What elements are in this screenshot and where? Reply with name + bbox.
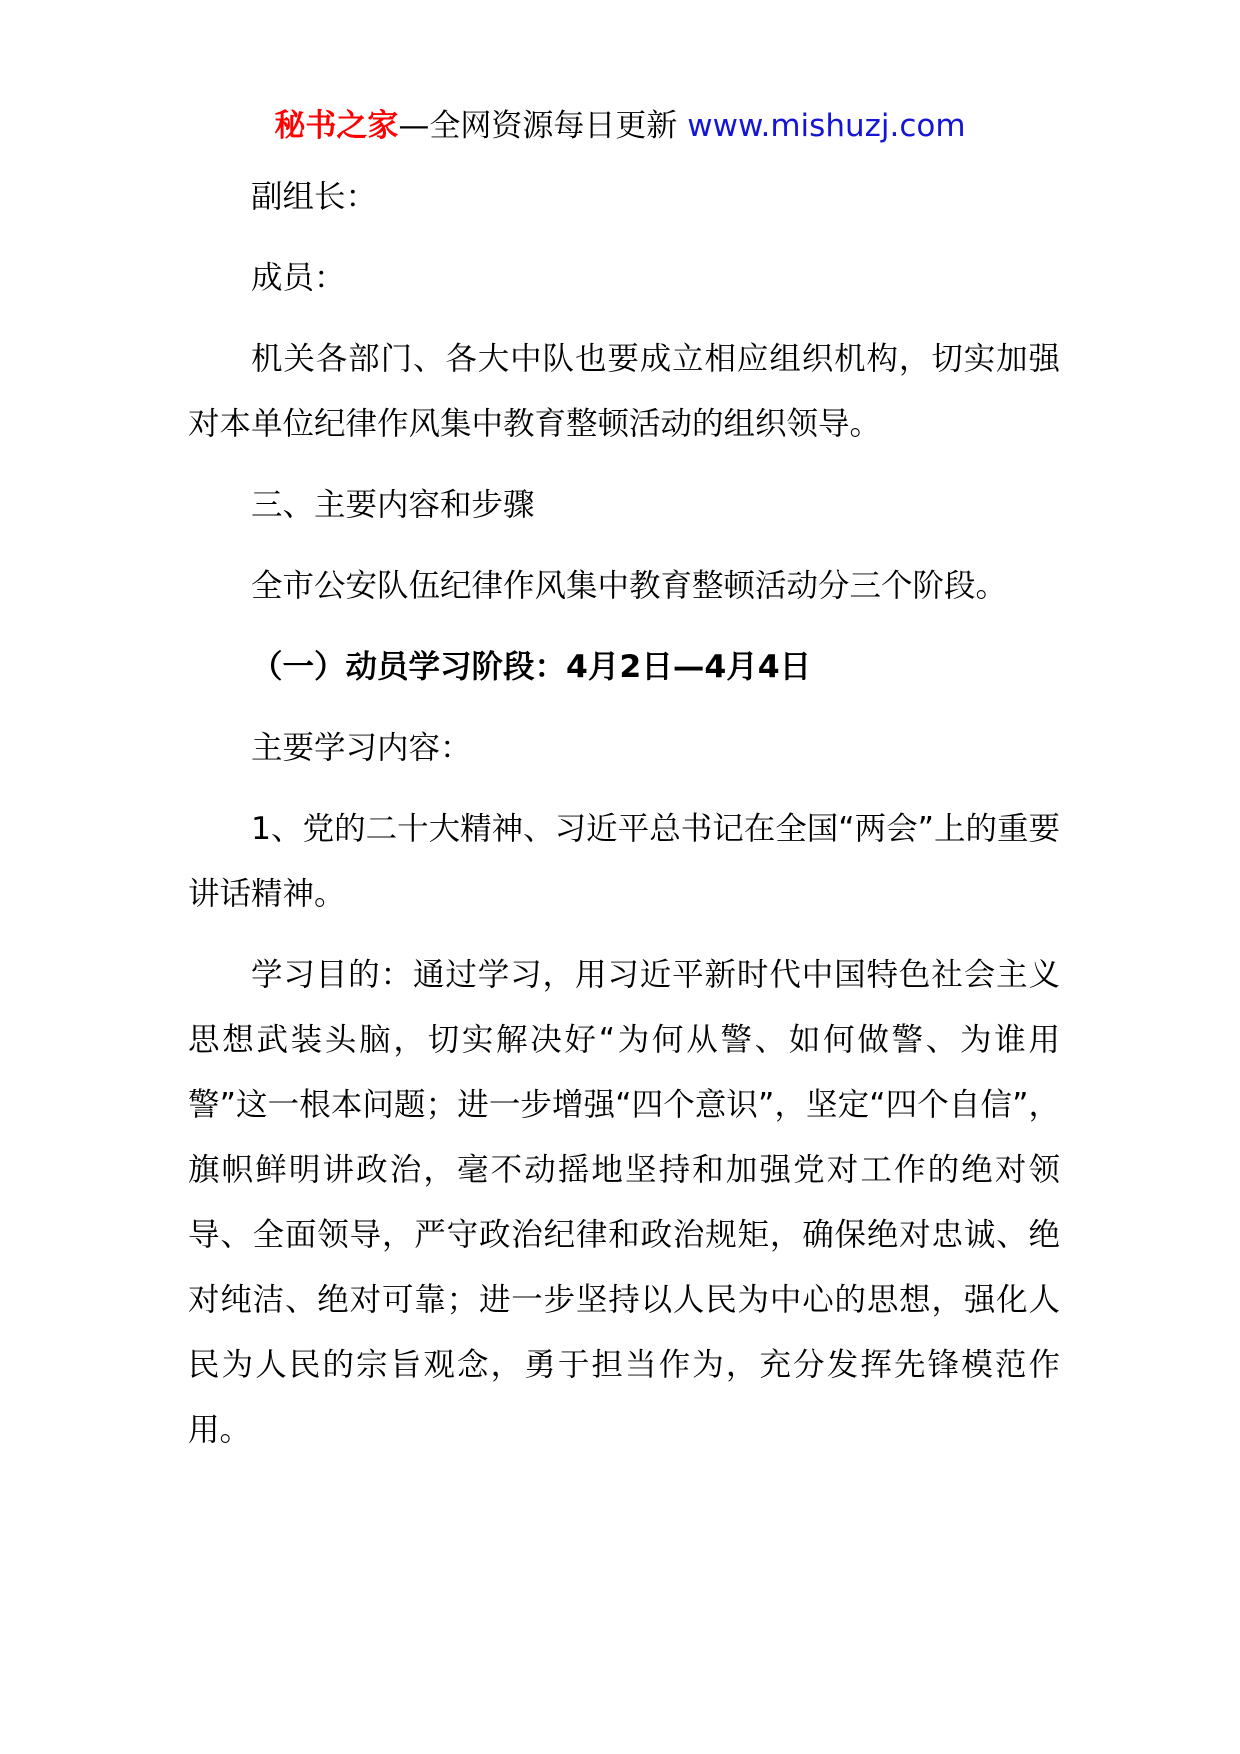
paragraph-members: 成员： (251, 260, 346, 296)
paragraph-study-item-1: 1、党的二十大精神、习近平总书记在全国“两会”上的重要讲话精神。 (188, 811, 1060, 912)
brand-name: 秘书之家 (274, 108, 399, 144)
header-url[interactable]: www.mishuzj.com (687, 108, 966, 144)
section-heading-content-steps: 三、主要内容和步骤 (251, 487, 535, 523)
paragraph-stages: 全市公安队伍纪律作风集中教育整顿活动分三个阶段。 (251, 568, 1008, 604)
paragraph-study-content-label: 主要学习内容： (251, 730, 472, 766)
paragraph-deputy-leader: 副组长： (251, 179, 378, 215)
page-header (0, 104, 1240, 148)
header-slogan: —全网资源每日更新 (398, 108, 688, 144)
subheading-mobilization-stage: （一）动员学习阶段：4月2日—4月4日 (251, 649, 812, 685)
paragraph-study-purpose: 学习目的：通过学习，用习近平新时代中国特色社会主义思想武装头脑，切实解决好“为何从警、如何做警、为谁用警”这一根本问题；进一步增强“四个意识”，坚定“四个自信”，旗帜鲜明讲政治，毫不动摇地坚持和加强党对工作的绝对领导、全面领导，严守政治纪律和政治规矩，确保绝对忠诚、绝对纯洁、绝对可靠；进一步坚持以人民为中心的思想，强化人民为人民的宗旨观念，勇于担当作为，充分发挥先锋模范作用。 (188, 957, 1060, 1448)
paragraph-organization: 机关各部门、各大中队也要成立相应组织机构，切实加强对本单位纪律作风集中教育整顿活动的组织领导。 (188, 341, 1060, 442)
document-body (188, 165, 1060, 1479)
